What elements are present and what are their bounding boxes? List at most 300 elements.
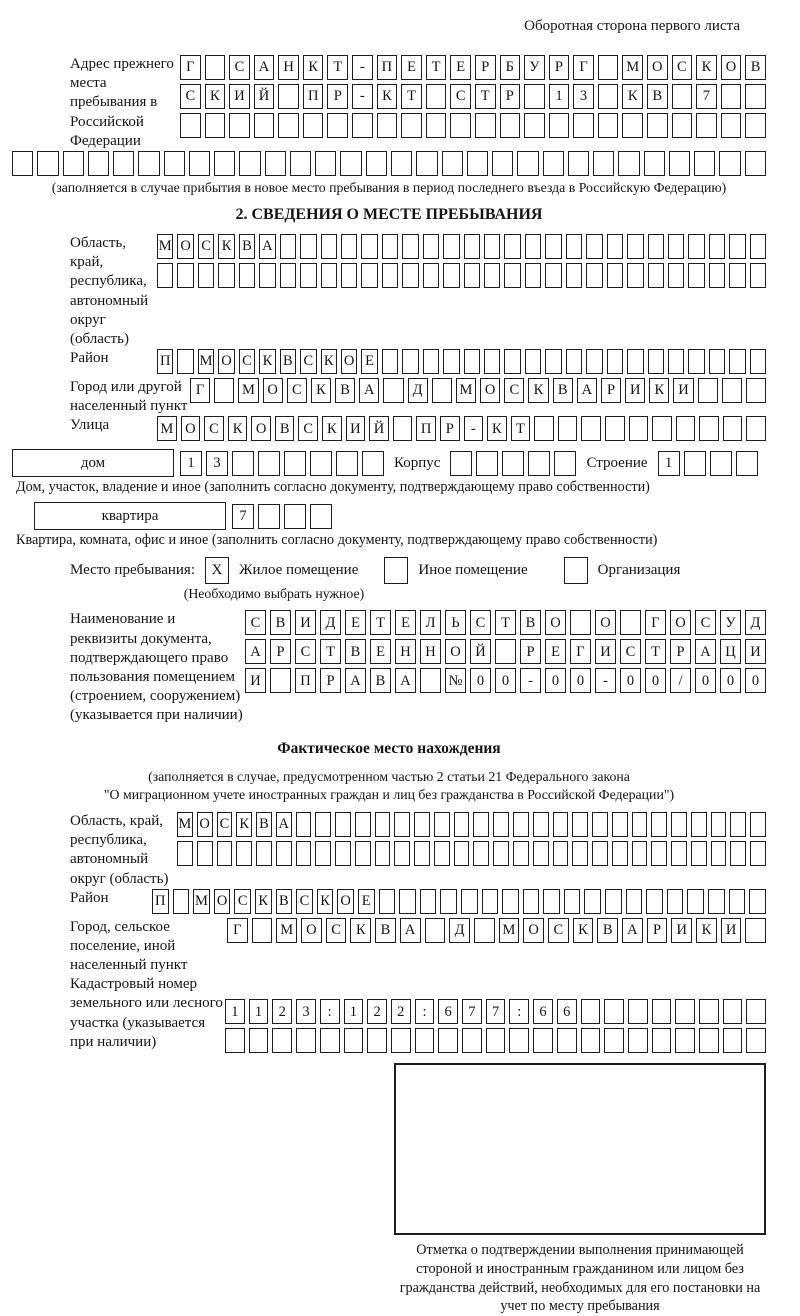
char-box[interactable] (699, 999, 719, 1024)
char-box[interactable] (414, 812, 430, 837)
char-box[interactable] (399, 889, 416, 914)
char-box[interactable] (750, 841, 766, 866)
char-box[interactable] (592, 841, 608, 866)
char-box[interactable]: 6 (557, 999, 577, 1024)
char-box[interactable] (382, 263, 398, 288)
char-box[interactable]: А (400, 918, 421, 943)
char-box[interactable] (177, 841, 193, 866)
char-box[interactable] (88, 151, 109, 176)
char-box[interactable] (258, 451, 280, 476)
char-box[interactable]: Д (745, 610, 766, 635)
char-box[interactable]: Р (647, 918, 668, 943)
char-box[interactable]: 7 (486, 999, 506, 1024)
char-box[interactable]: С (450, 84, 471, 109)
char-box[interactable] (646, 889, 663, 914)
char-box[interactable] (586, 349, 602, 374)
char-box[interactable]: С (695, 610, 716, 635)
char-box[interactable]: О (181, 416, 201, 441)
char-box[interactable]: А (695, 639, 716, 664)
char-box[interactable]: С (180, 84, 201, 109)
char-box[interactable]: В (597, 918, 618, 943)
char-box[interactable] (570, 610, 591, 635)
char-box[interactable] (492, 151, 513, 176)
char-box[interactable]: К (377, 84, 398, 109)
char-box[interactable] (344, 1028, 364, 1053)
char-box[interactable]: 0 (695, 668, 716, 693)
char-box[interactable]: П (303, 84, 324, 109)
char-box[interactable]: - (595, 668, 616, 693)
char-box[interactable] (675, 999, 695, 1024)
char-box[interactable]: К (622, 84, 643, 109)
char-box[interactable] (750, 234, 766, 259)
char-box[interactable]: К (528, 378, 548, 403)
char-box[interactable] (745, 918, 766, 943)
char-box[interactable]: Р (500, 84, 521, 109)
char-box[interactable] (164, 151, 185, 176)
char-box[interactable] (745, 84, 766, 109)
char-box[interactable]: К (218, 234, 234, 259)
char-box[interactable]: П (152, 889, 169, 914)
char-box[interactable]: Д (320, 610, 341, 635)
char-box[interactable] (504, 349, 520, 374)
char-box[interactable]: О (177, 234, 193, 259)
char-box[interactable]: К (696, 55, 717, 80)
char-box[interactable] (745, 151, 766, 176)
char-box[interactable]: Д (449, 918, 470, 943)
char-box[interactable] (484, 234, 500, 259)
char-box[interactable] (157, 263, 173, 288)
char-box[interactable]: Н (420, 639, 441, 664)
char-box[interactable]: М (622, 55, 643, 80)
char-box[interactable] (528, 451, 550, 476)
char-box[interactable] (648, 234, 664, 259)
char-box[interactable] (566, 349, 582, 374)
char-box[interactable]: В (370, 668, 391, 693)
char-box[interactable] (375, 812, 391, 837)
char-box[interactable] (321, 234, 337, 259)
char-box[interactable] (361, 234, 377, 259)
char-box[interactable]: 0 (470, 668, 491, 693)
char-box[interactable] (180, 113, 201, 138)
char-box[interactable] (648, 263, 664, 288)
char-box[interactable] (416, 151, 437, 176)
char-box[interactable] (612, 841, 628, 866)
checkbox-other-premises[interactable] (384, 557, 408, 584)
char-box[interactable] (454, 841, 470, 866)
char-box[interactable]: Д (408, 378, 428, 403)
char-box[interactable] (214, 378, 234, 403)
char-box[interactable]: 0 (745, 668, 766, 693)
char-box[interactable] (533, 1028, 553, 1053)
char-box[interactable]: И (595, 639, 616, 664)
char-box[interactable] (256, 841, 272, 866)
char-box[interactable] (572, 812, 588, 837)
char-box[interactable] (391, 1028, 411, 1053)
char-box[interactable] (464, 349, 480, 374)
char-box[interactable] (721, 84, 742, 109)
char-box[interactable] (462, 1028, 482, 1053)
char-box[interactable]: Н (278, 55, 299, 80)
char-box[interactable]: К (236, 812, 252, 837)
char-box[interactable] (366, 151, 387, 176)
char-box[interactable]: Р (440, 416, 460, 441)
char-box[interactable] (493, 812, 509, 837)
char-box[interactable]: О (218, 349, 234, 374)
char-box[interactable] (443, 349, 459, 374)
char-box[interactable]: О (480, 378, 500, 403)
char-box[interactable]: К (303, 55, 324, 80)
char-box[interactable] (367, 1028, 387, 1053)
char-box[interactable]: П (416, 416, 436, 441)
char-box[interactable]: О (545, 610, 566, 635)
char-box[interactable]: В (745, 55, 766, 80)
char-box[interactable]: К (350, 918, 371, 943)
char-box[interactable]: О (263, 378, 283, 403)
char-box[interactable] (648, 349, 664, 374)
char-box[interactable] (566, 234, 582, 259)
char-box[interactable] (473, 812, 489, 837)
char-box[interactable]: А (622, 918, 643, 943)
char-box[interactable] (525, 234, 541, 259)
char-box[interactable] (252, 918, 273, 943)
char-box[interactable] (607, 234, 623, 259)
char-box[interactable]: Г (645, 610, 666, 635)
char-box[interactable]: В (239, 234, 255, 259)
char-box[interactable]: С (295, 639, 316, 664)
char-box[interactable] (315, 841, 331, 866)
char-box[interactable] (415, 1028, 435, 1053)
char-box[interactable]: О (301, 918, 322, 943)
char-box[interactable] (321, 263, 337, 288)
char-box[interactable] (450, 113, 471, 138)
char-box[interactable] (420, 889, 437, 914)
char-box[interactable] (553, 841, 569, 866)
char-box[interactable]: К (259, 349, 275, 374)
char-box[interactable] (197, 841, 213, 866)
char-box[interactable] (290, 151, 311, 176)
char-box[interactable] (572, 841, 588, 866)
char-box[interactable]: Г (227, 918, 248, 943)
char-box[interactable]: М (499, 918, 520, 943)
char-box[interactable]: И (625, 378, 645, 403)
char-box[interactable] (604, 1028, 624, 1053)
char-box[interactable]: О (595, 610, 616, 635)
char-box[interactable] (750, 812, 766, 837)
char-box[interactable] (607, 263, 623, 288)
char-box[interactable] (495, 639, 516, 664)
char-box[interactable] (341, 263, 357, 288)
char-box[interactable] (554, 451, 576, 476)
char-box[interactable] (627, 349, 643, 374)
char-box[interactable]: С (300, 349, 316, 374)
char-box[interactable]: Е (345, 610, 366, 635)
char-box[interactable] (272, 1028, 292, 1053)
char-box[interactable] (377, 113, 398, 138)
char-box[interactable]: Й (470, 639, 491, 664)
char-box[interactable] (393, 416, 413, 441)
char-box[interactable] (402, 263, 418, 288)
char-box[interactable] (564, 889, 581, 914)
char-box[interactable] (581, 999, 601, 1024)
char-box[interactable]: 3 (573, 84, 594, 109)
char-box[interactable]: 0 (720, 668, 741, 693)
char-box[interactable]: Т (426, 55, 447, 80)
char-box[interactable] (355, 812, 371, 837)
char-box[interactable] (464, 263, 480, 288)
char-box[interactable] (300, 263, 316, 288)
char-box[interactable] (258, 504, 280, 529)
char-box[interactable]: А (276, 812, 292, 837)
char-box[interactable]: И (673, 378, 693, 403)
char-box[interactable] (401, 113, 422, 138)
char-box[interactable]: У (720, 610, 741, 635)
char-box[interactable] (668, 234, 684, 259)
char-box[interactable]: В (280, 349, 296, 374)
char-box[interactable]: В (256, 812, 272, 837)
char-box[interactable]: Г (570, 639, 591, 664)
char-box[interactable] (750, 349, 766, 374)
char-box[interactable]: С (229, 55, 250, 80)
char-box[interactable]: 6 (533, 999, 553, 1024)
char-box[interactable]: А (259, 234, 275, 259)
char-box[interactable] (502, 451, 524, 476)
char-box[interactable]: С (620, 639, 641, 664)
char-box[interactable] (668, 349, 684, 374)
char-box[interactable]: Ь (445, 610, 466, 635)
char-box[interactable]: Т (645, 639, 666, 664)
char-box[interactable]: : (415, 999, 435, 1024)
char-box[interactable]: 0 (620, 668, 641, 693)
char-box[interactable]: Р (520, 639, 541, 664)
char-box[interactable]: К (311, 378, 331, 403)
char-box[interactable]: / (670, 668, 691, 693)
char-box[interactable]: Р (320, 668, 341, 693)
char-box[interactable] (315, 812, 331, 837)
char-box[interactable]: 3 (296, 999, 316, 1024)
char-box[interactable] (612, 812, 628, 837)
char-box[interactable] (426, 113, 447, 138)
char-box[interactable] (173, 889, 190, 914)
char-box[interactable]: 1 (180, 451, 202, 476)
char-box[interactable] (254, 113, 275, 138)
char-box[interactable] (341, 234, 357, 259)
char-box[interactable] (296, 812, 312, 837)
char-box[interactable] (671, 812, 687, 837)
char-box[interactable] (558, 416, 578, 441)
char-box[interactable] (687, 889, 704, 914)
char-box[interactable]: Р (270, 639, 291, 664)
char-box[interactable] (581, 416, 601, 441)
char-box[interactable] (37, 151, 58, 176)
char-box[interactable] (442, 151, 463, 176)
char-box[interactable] (425, 918, 446, 943)
char-box[interactable]: К (487, 416, 507, 441)
char-box[interactable] (284, 451, 306, 476)
char-box[interactable] (340, 151, 361, 176)
char-box[interactable] (198, 263, 214, 288)
char-box[interactable]: А (395, 668, 416, 693)
char-box[interactable] (691, 841, 707, 866)
char-box[interactable]: 2 (367, 999, 387, 1024)
char-box[interactable] (239, 263, 255, 288)
char-box[interactable]: 3 (206, 451, 228, 476)
char-box[interactable]: Г (190, 378, 210, 403)
char-box[interactable]: С (198, 234, 214, 259)
char-box[interactable] (423, 263, 439, 288)
checkbox-organization[interactable] (564, 557, 588, 584)
char-box[interactable]: С (548, 918, 569, 943)
char-box[interactable] (719, 151, 740, 176)
char-box[interactable]: 0 (545, 668, 566, 693)
char-box[interactable] (296, 1028, 316, 1053)
char-box[interactable] (708, 889, 725, 914)
char-box[interactable] (300, 234, 316, 259)
char-box[interactable]: 0 (645, 668, 666, 693)
char-box[interactable] (684, 451, 706, 476)
char-box[interactable]: С (296, 889, 313, 914)
char-box[interactable]: В (647, 84, 668, 109)
char-box[interactable] (584, 889, 601, 914)
char-box[interactable]: С (204, 416, 224, 441)
char-box[interactable] (414, 841, 430, 866)
char-box[interactable] (513, 841, 529, 866)
char-box[interactable] (138, 151, 159, 176)
char-box[interactable] (730, 841, 746, 866)
char-box[interactable] (557, 1028, 577, 1053)
char-box[interactable]: П (295, 668, 316, 693)
char-box[interactable] (63, 151, 84, 176)
char-box[interactable] (315, 151, 336, 176)
char-box[interactable]: Т (401, 84, 422, 109)
char-box[interactable]: М (276, 918, 297, 943)
char-box[interactable] (644, 151, 665, 176)
char-box[interactable] (525, 263, 541, 288)
char-box[interactable] (504, 263, 520, 288)
char-box[interactable] (730, 812, 746, 837)
char-box[interactable]: Т (475, 84, 496, 109)
char-box[interactable] (746, 1028, 766, 1053)
char-box[interactable] (335, 812, 351, 837)
char-box[interactable]: М (198, 349, 214, 374)
char-box[interactable] (729, 889, 746, 914)
char-box[interactable] (484, 349, 500, 374)
char-box[interactable] (699, 416, 719, 441)
char-box[interactable] (549, 113, 570, 138)
char-box[interactable]: О (197, 812, 213, 837)
char-box[interactable] (607, 349, 623, 374)
char-box[interactable]: О (721, 55, 742, 80)
char-box[interactable]: С (672, 55, 693, 80)
char-box[interactable] (723, 416, 743, 441)
char-box[interactable] (394, 812, 410, 837)
char-box[interactable] (517, 151, 538, 176)
char-box[interactable]: В (375, 918, 396, 943)
char-box[interactable] (620, 610, 641, 635)
char-box[interactable] (709, 263, 725, 288)
char-box[interactable] (723, 1028, 743, 1053)
char-box[interactable]: В (553, 378, 573, 403)
char-box[interactable] (746, 378, 766, 403)
char-box[interactable] (352, 113, 373, 138)
char-box[interactable] (189, 151, 210, 176)
char-box[interactable] (524, 113, 545, 138)
char-box[interactable] (626, 889, 643, 914)
char-box[interactable]: О (647, 55, 668, 80)
char-box[interactable]: : (509, 999, 529, 1024)
char-box[interactable]: Й (369, 416, 389, 441)
char-box[interactable]: 2 (272, 999, 292, 1024)
char-box[interactable] (303, 113, 324, 138)
char-box[interactable]: С (470, 610, 491, 635)
char-box[interactable]: К (573, 918, 594, 943)
char-box[interactable] (688, 234, 704, 259)
char-box[interactable] (278, 84, 299, 109)
char-box[interactable] (432, 378, 452, 403)
char-box[interactable] (476, 451, 498, 476)
char-box[interactable] (177, 263, 193, 288)
char-box[interactable] (671, 841, 687, 866)
char-box[interactable]: Г (573, 55, 594, 80)
char-box[interactable]: В (276, 889, 293, 914)
char-box[interactable] (652, 1028, 672, 1053)
char-box[interactable]: : (320, 999, 340, 1024)
char-box[interactable] (280, 263, 296, 288)
char-box[interactable] (628, 999, 648, 1024)
char-box[interactable]: И (745, 639, 766, 664)
char-box[interactable]: С (245, 610, 266, 635)
char-box[interactable] (310, 451, 332, 476)
char-box[interactable]: 0 (570, 668, 591, 693)
char-box[interactable] (361, 263, 377, 288)
char-box[interactable]: О (337, 889, 354, 914)
char-box[interactable] (627, 263, 643, 288)
char-box[interactable]: 7 (696, 84, 717, 109)
char-box[interactable] (598, 113, 619, 138)
char-box[interactable] (232, 451, 254, 476)
char-box[interactable] (533, 841, 549, 866)
char-box[interactable]: В (345, 639, 366, 664)
char-box[interactable] (676, 416, 696, 441)
char-box[interactable] (493, 841, 509, 866)
char-box[interactable] (500, 113, 521, 138)
char-box[interactable]: Е (395, 610, 416, 635)
char-box[interactable] (723, 999, 743, 1024)
char-box[interactable]: В (270, 610, 291, 635)
char-box[interactable]: Е (370, 639, 391, 664)
char-box[interactable] (218, 263, 234, 288)
char-box[interactable] (598, 55, 619, 80)
char-box[interactable] (722, 378, 742, 403)
char-box[interactable]: Е (545, 639, 566, 664)
char-box[interactable] (618, 151, 639, 176)
char-box[interactable] (504, 234, 520, 259)
char-box[interactable] (568, 151, 589, 176)
char-box[interactable] (402, 234, 418, 259)
char-box[interactable] (482, 889, 499, 914)
char-box[interactable] (699, 1028, 719, 1053)
char-box[interactable] (423, 349, 439, 374)
char-box[interactable]: 1 (225, 999, 245, 1024)
char-box[interactable] (709, 349, 725, 374)
char-box[interactable] (592, 812, 608, 837)
char-box[interactable]: А (359, 378, 379, 403)
char-box[interactable] (474, 918, 495, 943)
char-box[interactable] (440, 889, 457, 914)
char-box[interactable] (629, 416, 649, 441)
char-box[interactable] (545, 234, 561, 259)
char-box[interactable] (545, 263, 561, 288)
char-box[interactable] (265, 151, 286, 176)
